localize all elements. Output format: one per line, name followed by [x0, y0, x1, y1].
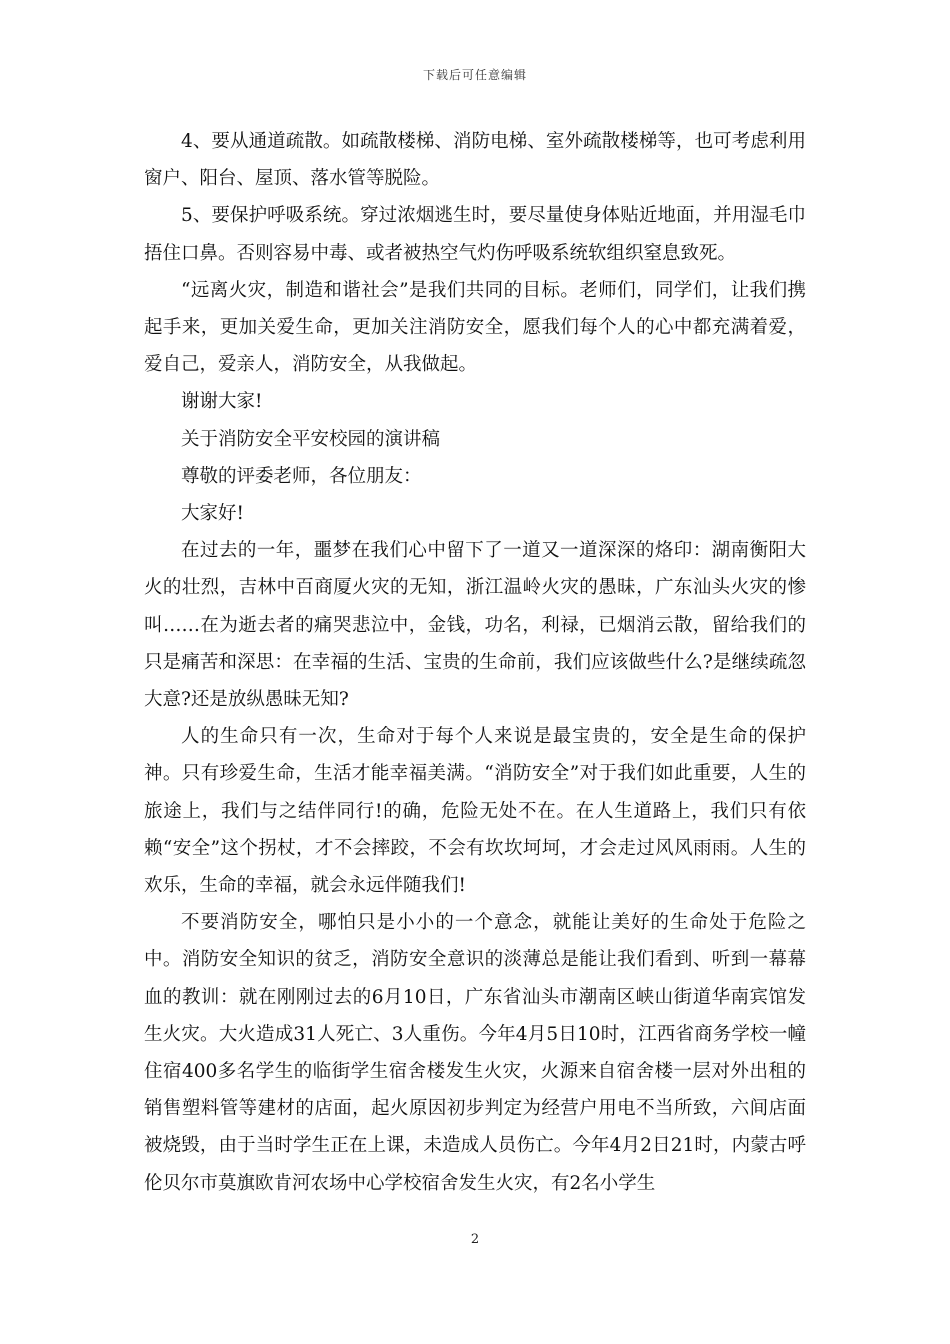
document-body	[144, 123, 806, 1202]
paragraph-goal: “远离火灾，制造和谐社会”是我们共同的目标。老师们，同学们，让我们携起手来，更加关爱生命，更加关注消防安全，愿我们每个人的心中都充满着爱，爱自己，爱亲人，消防安全，从我做起。	[144, 279, 806, 376]
page-number: 2	[470, 1232, 480, 1247]
salutation: 尊敬的评委老师，各位朋友：	[181, 465, 422, 487]
paragraph-thanks: 谢谢大家!	[181, 391, 263, 413]
paragraph-life-once: 人的生命只有一次，生命对于每个人来说是最宝贵的，安全是生命的保护神。只有珍爱生命，生活才能幸福美满。“消防安全”对于我们如此重要，人生的旅途上，我们与之结伴同行!的确，危险无处不在。在人生道路上，我们只有依赖“安全”这个拐杖，才不会摔跤，不会有坎坎坷坷，才会走过风风雨雨。人生的欢乐，生命的幸福，就会永远伴随我们!	[144, 726, 806, 897]
paragraph-past-year: 在过去的一年，噩梦在我们心中留下了一道又一道深深的烙印：湖南衡阳大火的壮烈，吉林中百商厦火灾的无知，浙江温岭火灾的愚昧，广东汕头火灾的惨叫……在为逝去者的痛哭悲泣中，金钱，功名，利禄，已烟消云散，留给我们的只是痛苦和深思：在幸福的生活、宝贵的生命前，我们应该做些什么?是继续疏忽大意?还是放纵愚昧无知?	[144, 540, 806, 711]
paragraph-breathing: 5、要保护呼吸系统。穿过浓烟逃生时，要尽量使身体贴近地面，并用湿毛巾捂住口鼻。否则容易中毒、或者被热空气灼伤呼吸系统软组织窒息致死。	[144, 205, 806, 264]
page-header: 下载后可任意编辑	[422, 68, 527, 82]
paragraph-incidents: 不要消防安全，哪怕只是小小的一个意念，就能让美好的生命处于危险之中。消防安全知识的贫乏，消防安全意识的淡薄总是能让我们看到、听到一幕幕血的教训：就在刚刚过去的6月10日，广东省汕头市潮南区峡山街道华南宾馆发生火灾。大火造成31人死亡、3人重伤。今年4月5日10时，江西省商务学校一幢住宿400多名学生的临街学生宿舍楼发生火灾，火源来自宿舍楼一层对外出租的销售塑料管等建材的店面，起火原因初步判定为经营户用电不当所致，六间店面被烧毁，由于当时学生正在上课，未造成人员伤亡。今年4月2日21时，内蒙古呼伦贝尔市莫旗欧肯河农场中心学校宿舍发生火灾，有2名小学生	[144, 912, 806, 1194]
speech-title: 关于消防安全平安校园的演讲稿	[181, 428, 441, 450]
paragraph-evacuate: 4、要从通道疏散。如疏散楼梯、消防电梯、室外疏散楼梯等，也可考虑利用窗户、阳台、屋顶、落水管等脱险。	[144, 131, 806, 190]
greeting: 大家好!	[181, 503, 244, 525]
